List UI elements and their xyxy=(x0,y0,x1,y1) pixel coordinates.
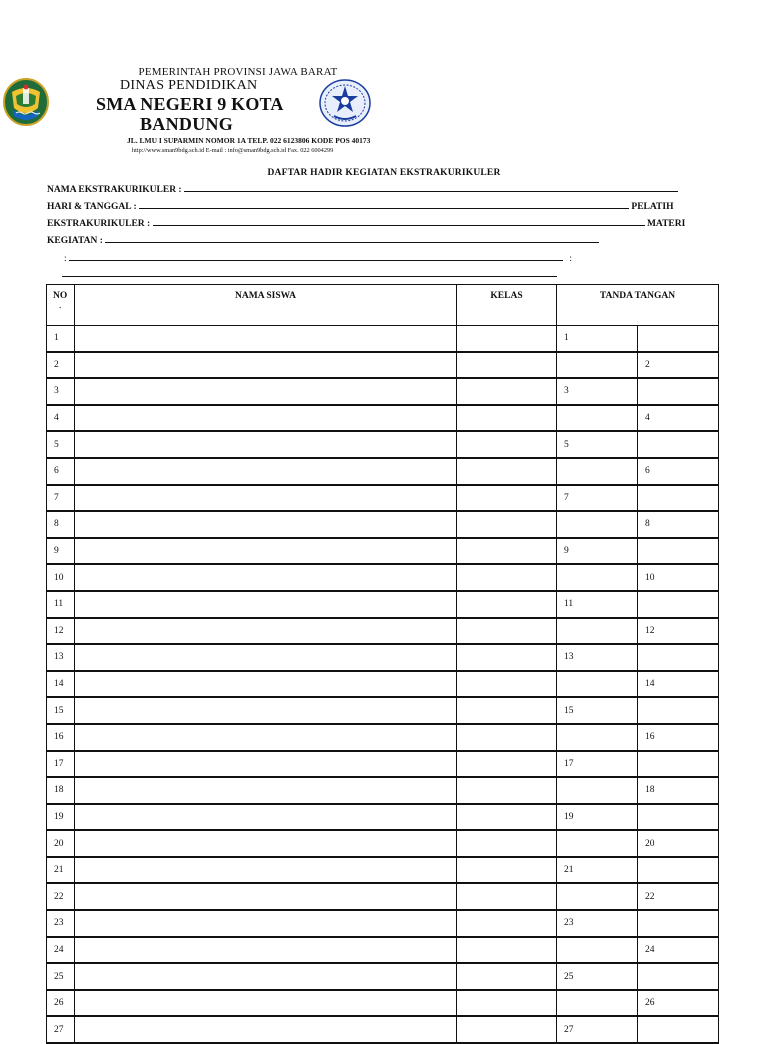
field-label-ekskul: NAMA EKSTRAKURIKULER : xyxy=(47,185,182,195)
row-number-label: 24 xyxy=(645,944,655,955)
signature-right-cell[interactable] xyxy=(638,724,719,751)
class-cell[interactable] xyxy=(457,671,557,698)
header-nama-siswa: NAMA SISWA xyxy=(75,285,457,326)
signature-left-cell[interactable] xyxy=(557,804,638,831)
signature-right-cell[interactable] xyxy=(638,405,719,432)
table-row xyxy=(47,564,719,591)
student-name-cell[interactable] xyxy=(75,564,457,591)
student-name-cell[interactable] xyxy=(75,777,457,804)
class-cell[interactable] xyxy=(457,352,557,379)
signature-left-cell[interactable] xyxy=(557,564,638,591)
student-name-cell[interactable] xyxy=(75,538,457,565)
signature-right-cell[interactable] xyxy=(638,326,719,352)
row-number-label: 6 xyxy=(645,466,650,477)
signature-left-cell[interactable] xyxy=(557,830,638,857)
student-name-cell[interactable] xyxy=(75,751,457,778)
signature-right-cell[interactable] xyxy=(638,618,719,645)
row-number xyxy=(47,724,75,751)
row-number-label: 13 xyxy=(54,652,64,663)
signature-right-cell[interactable] xyxy=(638,352,719,379)
field-label-hari: HARI & TANGGAL : xyxy=(47,202,137,212)
header-tanda-tangan: TANDA TANGAN xyxy=(557,285,719,326)
row-number xyxy=(47,857,75,884)
school-name-line1: SMA NEGERI 9 KOTA xyxy=(96,94,284,114)
field-label-ekskul2: EKSTRAKURIKULER : xyxy=(47,219,151,229)
signature-left-cell[interactable] xyxy=(557,724,638,751)
signature-left-cell[interactable] xyxy=(557,697,638,724)
student-name-cell[interactable] xyxy=(75,910,457,937)
signature-right-cell[interactable] xyxy=(638,830,719,857)
row-number xyxy=(47,405,75,432)
row-number xyxy=(47,883,75,910)
signature-left-cell[interactable] xyxy=(557,511,638,538)
table-row xyxy=(47,352,719,379)
row-number-label: 22 xyxy=(54,891,64,902)
row-number xyxy=(47,804,75,831)
table-row xyxy=(47,618,719,645)
row-number-label: 14 xyxy=(645,679,655,690)
row-number-label: 4 xyxy=(54,413,59,424)
row-number xyxy=(47,1016,75,1043)
row-number-label: 25 xyxy=(564,971,574,982)
class-cell[interactable] xyxy=(457,1016,557,1043)
student-name-cell[interactable] xyxy=(75,431,457,458)
table-row xyxy=(47,804,719,831)
table-row xyxy=(47,910,719,937)
row-number-label: 8 xyxy=(54,519,59,530)
row-number-label: 20 xyxy=(54,838,64,849)
signature-right-cell[interactable] xyxy=(638,990,719,1017)
row-number-label: 10 xyxy=(54,572,64,583)
signature-left-cell[interactable] xyxy=(557,352,638,379)
field-extra-line-2 xyxy=(62,268,557,280)
student-name-cell[interactable] xyxy=(75,485,457,512)
class-cell[interactable] xyxy=(457,378,557,405)
field-kegiatan xyxy=(47,234,599,246)
signature-left-cell[interactable] xyxy=(557,963,638,990)
department-heading: DINAS PENDIDIKAN xyxy=(120,78,258,93)
row-number-label: 21 xyxy=(564,865,574,876)
class-cell[interactable] xyxy=(457,564,557,591)
table-row xyxy=(47,724,719,751)
student-name-cell[interactable] xyxy=(75,458,457,485)
row-number xyxy=(47,618,75,645)
row-number-label: 11 xyxy=(54,599,64,610)
student-name-cell[interactable] xyxy=(75,352,457,379)
row-number-label: 16 xyxy=(645,732,655,743)
signature-left-cell[interactable] xyxy=(557,937,638,964)
row-number-label: 1 xyxy=(54,333,59,344)
fill-line[interactable] xyxy=(184,183,678,192)
row-number-label: 18 xyxy=(54,785,64,796)
class-cell[interactable] xyxy=(457,591,557,618)
row-number-label: 27 xyxy=(564,1024,574,1035)
class-cell[interactable] xyxy=(457,405,557,432)
row-number-label: 11 xyxy=(564,599,574,610)
school-emblem-logo xyxy=(318,78,372,128)
table-row xyxy=(47,591,719,618)
row-number xyxy=(47,697,75,724)
row-number xyxy=(47,937,75,964)
row-number xyxy=(47,910,75,937)
row-number xyxy=(47,963,75,990)
class-cell[interactable] xyxy=(457,910,557,937)
signature-right-cell[interactable] xyxy=(638,671,719,698)
table-row xyxy=(47,777,719,804)
class-cell[interactable] xyxy=(457,830,557,857)
signature-right-cell[interactable] xyxy=(638,591,719,618)
class-cell[interactable] xyxy=(457,990,557,1017)
school-address: JL. LMU I SUPARMIN NOMOR 1A TELP. 022 6123806 KODE POS 40173 xyxy=(127,136,371,145)
class-cell[interactable] xyxy=(457,326,557,352)
row-number-label: 12 xyxy=(645,625,655,636)
row-number xyxy=(47,485,75,512)
row-number-label: 13 xyxy=(564,652,574,663)
row-number-label: 19 xyxy=(564,811,574,822)
row-number xyxy=(47,777,75,804)
signature-right-cell[interactable] xyxy=(638,963,719,990)
row-number xyxy=(47,431,75,458)
fill-line[interactable] xyxy=(62,268,557,277)
signature-left-cell[interactable] xyxy=(557,485,638,512)
signature-left-cell[interactable] xyxy=(557,910,638,937)
field-extra-line-1 xyxy=(64,252,572,264)
table-row xyxy=(47,751,719,778)
row-number-label: 3 xyxy=(564,386,569,397)
row-number xyxy=(47,511,75,538)
fill-line[interactable] xyxy=(139,200,629,209)
row-number-label: 17 xyxy=(564,758,574,769)
signature-right-cell[interactable] xyxy=(638,378,719,405)
signature-right-cell[interactable] xyxy=(638,431,719,458)
table-row xyxy=(47,511,719,538)
student-name-cell[interactable] xyxy=(75,644,457,671)
row-number-label: 26 xyxy=(645,998,655,1009)
row-number xyxy=(47,538,75,565)
table-row xyxy=(47,990,719,1017)
table-row xyxy=(47,431,719,458)
row-number-label: 5 xyxy=(54,439,59,450)
student-name-cell[interactable] xyxy=(75,405,457,432)
signature-right-cell[interactable] xyxy=(638,883,719,910)
student-name-cell[interactable] xyxy=(75,591,457,618)
class-cell[interactable] xyxy=(457,538,557,565)
student-name-cell[interactable] xyxy=(75,990,457,1017)
document-title: DAFTAR HADIR KEGIATAN EKSTRAKURIKULER xyxy=(267,168,501,178)
table-row xyxy=(47,1016,719,1043)
fill-line[interactable] xyxy=(105,234,599,243)
signature-left-cell[interactable] xyxy=(557,431,638,458)
row-number xyxy=(47,644,75,671)
signature-left-cell[interactable] xyxy=(557,326,638,352)
row-number-label: 19 xyxy=(54,811,64,822)
signature-right-cell[interactable] xyxy=(638,485,719,512)
table-row xyxy=(47,378,719,405)
row-number-label: 24 xyxy=(54,944,64,955)
row-number-label: 9 xyxy=(564,546,569,557)
row-number xyxy=(47,352,75,379)
student-name-cell[interactable] xyxy=(75,326,457,352)
class-cell[interactable] xyxy=(457,804,557,831)
student-name-cell[interactable] xyxy=(75,1016,457,1043)
row-number-label: 25 xyxy=(54,971,64,982)
student-name-cell[interactable] xyxy=(75,857,457,884)
field-label-materi: MATERI xyxy=(646,219,686,229)
row-number xyxy=(47,458,75,485)
student-name-cell[interactable] xyxy=(75,618,457,645)
class-cell[interactable] xyxy=(457,724,557,751)
school-name-line2: BANDUNG xyxy=(140,114,234,134)
signature-right-cell[interactable] xyxy=(638,564,719,591)
row-number xyxy=(47,751,75,778)
row-number-label: 21 xyxy=(54,865,64,876)
table-row xyxy=(47,697,719,724)
class-cell[interactable] xyxy=(457,963,557,990)
header-no-sub: . xyxy=(59,301,62,311)
signature-right-cell[interactable] xyxy=(638,910,719,937)
class-cell[interactable] xyxy=(457,458,557,485)
signature-right-cell[interactable] xyxy=(638,538,719,565)
header-no-label: NO xyxy=(53,291,68,301)
row-number-label: 9 xyxy=(54,546,59,557)
student-name-cell[interactable] xyxy=(75,963,457,990)
row-number-label: 26 xyxy=(54,998,64,1009)
signature-left-cell[interactable] xyxy=(557,538,638,565)
signature-left-cell[interactable] xyxy=(557,644,638,671)
row-number-label: 2 xyxy=(645,359,650,370)
row-number xyxy=(47,990,75,1017)
header-kelas: KELAS xyxy=(457,285,557,326)
attendance-table xyxy=(46,284,719,1044)
table-row xyxy=(47,963,719,990)
row-number xyxy=(47,564,75,591)
signature-left-cell[interactable] xyxy=(557,405,638,432)
fill-line[interactable] xyxy=(153,217,645,226)
table-row xyxy=(47,485,719,512)
signature-right-cell[interactable] xyxy=(638,1016,719,1043)
table-row xyxy=(47,671,719,698)
class-cell[interactable] xyxy=(457,618,557,645)
province-heading: PEMERINTAH PROVINSI JAWA BARAT xyxy=(138,66,338,78)
signature-left-cell[interactable] xyxy=(557,378,638,405)
signature-right-cell[interactable] xyxy=(638,857,719,884)
row-number-label: 6 xyxy=(54,466,59,477)
table-row xyxy=(47,458,719,485)
row-number-label: 3 xyxy=(54,386,59,397)
table-row xyxy=(47,857,719,884)
row-number-label: 10 xyxy=(645,572,655,583)
row-number-label: 23 xyxy=(54,918,64,929)
signature-left-cell[interactable] xyxy=(557,990,638,1017)
row-number-label: 16 xyxy=(54,732,64,743)
signature-right-cell[interactable] xyxy=(638,804,719,831)
student-name-cell[interactable] xyxy=(75,511,457,538)
field-ekskul-name xyxy=(47,183,678,195)
field-ekskul-materi xyxy=(47,217,685,229)
field-label-pelatih: PELATIH xyxy=(631,202,674,212)
row-number-label: 20 xyxy=(645,838,655,849)
class-cell[interactable] xyxy=(457,485,557,512)
colon-mark: : xyxy=(569,254,573,264)
row-number-label: 5 xyxy=(564,439,569,450)
signature-left-cell[interactable] xyxy=(557,751,638,778)
row-number-label: 23 xyxy=(564,918,574,929)
table-row xyxy=(47,883,719,910)
signature-right-cell[interactable] xyxy=(638,458,719,485)
west-java-emblem-logo xyxy=(2,78,50,126)
student-name-cell[interactable] xyxy=(75,883,457,910)
student-name-cell[interactable] xyxy=(75,378,457,405)
class-cell[interactable] xyxy=(457,697,557,724)
field-label-kegiatan: KEGIATAN : xyxy=(47,236,103,246)
class-cell[interactable] xyxy=(457,883,557,910)
signature-left-cell[interactable] xyxy=(557,671,638,698)
student-name-cell[interactable] xyxy=(75,697,457,724)
row-number-label: 7 xyxy=(564,492,569,503)
signature-left-cell[interactable] xyxy=(557,458,638,485)
signature-left-cell[interactable] xyxy=(557,591,638,618)
class-cell[interactable] xyxy=(457,511,557,538)
row-number-label: 4 xyxy=(645,413,650,424)
row-number xyxy=(47,591,75,618)
table-row xyxy=(47,644,719,671)
table-row xyxy=(47,937,719,964)
class-cell[interactable] xyxy=(457,751,557,778)
row-number-label: 14 xyxy=(54,679,64,690)
row-number-label: 15 xyxy=(54,705,64,716)
table-row xyxy=(47,326,719,352)
student-name-cell[interactable] xyxy=(75,724,457,751)
class-cell[interactable] xyxy=(457,777,557,804)
row-number xyxy=(47,671,75,698)
field-day-date xyxy=(47,200,673,212)
row-number-label: 2 xyxy=(54,359,59,370)
row-number-label: 1 xyxy=(564,333,569,344)
signature-right-cell[interactable] xyxy=(638,511,719,538)
class-cell[interactable] xyxy=(457,431,557,458)
table-row xyxy=(47,538,719,565)
row-number-label: 27 xyxy=(54,1024,64,1035)
class-cell[interactable] xyxy=(457,857,557,884)
student-name-cell[interactable] xyxy=(75,804,457,831)
row-number xyxy=(47,326,75,352)
signature-left-cell[interactable] xyxy=(557,618,638,645)
row-number-label: 22 xyxy=(645,891,655,902)
student-name-cell[interactable] xyxy=(75,671,457,698)
row-number xyxy=(47,378,75,405)
colon-mark: : xyxy=(64,254,67,264)
signature-right-cell[interactable] xyxy=(638,937,719,964)
signature-right-cell[interactable] xyxy=(638,697,719,724)
table-header-row xyxy=(47,285,719,326)
student-name-cell[interactable] xyxy=(75,937,457,964)
signature-right-cell[interactable] xyxy=(638,644,719,671)
signature-right-cell[interactable] xyxy=(638,751,719,778)
row-number-label: 18 xyxy=(645,785,655,796)
signature-right-cell[interactable] xyxy=(638,777,719,804)
row-number-label: 7 xyxy=(54,492,59,503)
fill-line[interactable] xyxy=(69,252,563,261)
signature-left-cell[interactable] xyxy=(557,857,638,884)
class-cell[interactable] xyxy=(457,937,557,964)
row-number-label: 17 xyxy=(54,758,64,769)
school-contact: http://www.sman9bdg.sch.id E-mail : info@sman9bdg.sch.id Fax. 022 6004299 xyxy=(132,147,334,154)
student-name-cell[interactable] xyxy=(75,830,457,857)
signature-left-cell[interactable] xyxy=(557,1016,638,1043)
signature-left-cell[interactable] xyxy=(557,883,638,910)
class-cell[interactable] xyxy=(457,644,557,671)
header-no xyxy=(47,285,75,326)
signature-left-cell[interactable] xyxy=(557,777,638,804)
row-number-label: 15 xyxy=(564,705,574,716)
row-number-label: 12 xyxy=(54,625,64,636)
row-number-label: 8 xyxy=(645,519,650,530)
table-row xyxy=(47,830,719,857)
row-number xyxy=(47,830,75,857)
table-row xyxy=(47,405,719,432)
